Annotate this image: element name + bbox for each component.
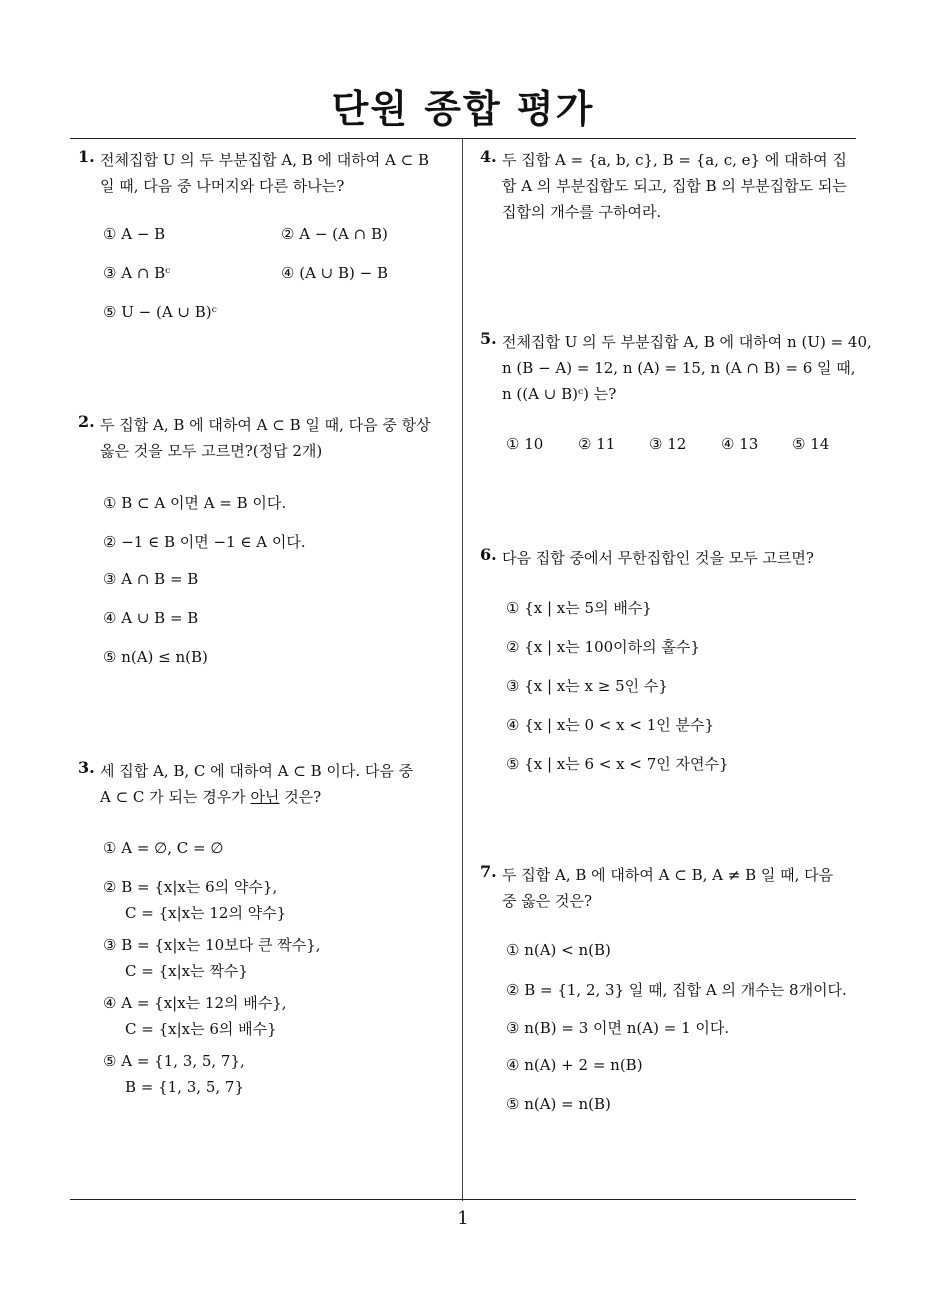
choice-4[interactable]: ④ A ∪ B = B (103, 609, 199, 627)
choice-line: ② B = {x|x는 6의 약수}, (103, 878, 278, 896)
question-number: 5. (480, 329, 497, 348)
column-divider (462, 139, 463, 1201)
choice-5[interactable]: ⑤ n(A) ≤ n(B) (103, 648, 208, 666)
choice-line: ⑤ A = {1, 3, 5, 7}, (103, 1052, 245, 1070)
question-text: 중 옳은 것은? (502, 892, 593, 910)
question-number: 4. (480, 147, 497, 166)
choice-1[interactable]: ① A − B (103, 225, 166, 243)
choice-5[interactable]: ⑤ {x | x는 6 < x < 7인 자연수} (506, 755, 729, 773)
question-text: 옳은 것을 모두 고르면?(정답 2개) (100, 442, 323, 460)
question-text: 세 집합 A, B, C 에 대하여 A ⊂ B 이다. 다음 중 (100, 762, 414, 780)
choice-line: C = {x|x는 6의 배수} (125, 1020, 277, 1038)
question-number: 6. (480, 545, 497, 564)
top-rule (70, 138, 856, 139)
question-text: 일 때, 다음 중 나머지와 다른 하나는? (100, 177, 345, 195)
choice-5[interactable] (103, 1048, 245, 1100)
choice-4[interactable]: ④ {x | x는 0 < x < 1인 분수} (506, 716, 715, 734)
choice-4[interactable] (103, 990, 287, 1042)
choice-line: C = {x|x는 짝수} (125, 962, 248, 980)
choice-line: ③ B = {x|x는 10보다 큰 짝수}, (103, 936, 321, 954)
underlined-emphasis: 아닌 (250, 788, 280, 806)
question-text: 전체집합 U 의 두 부분집합 A, B 에 대하여 n (U) = 40, (502, 333, 872, 351)
choice-3[interactable]: ③ A ∩ B = B (103, 570, 199, 588)
question-number: 1. (78, 147, 95, 166)
choice-5[interactable]: ⑤ 14 (792, 435, 830, 453)
choice-2[interactable]: ② {x | x는 100이하의 홀수} (506, 638, 700, 656)
choice-2[interactable] (103, 874, 286, 926)
question-6 (480, 545, 860, 571)
choice-3[interactable] (103, 932, 321, 984)
choice-4[interactable]: ④ (A ∪ B) − B (281, 264, 389, 282)
question-text: 두 집합 A, B 에 대하여 A ⊂ B, A ≠ B 일 때, 다음 (502, 866, 834, 884)
question-text: n (B − A) = 12, n (A) = 15, n (A ∩ B) = 6 일 때, (502, 359, 856, 377)
page-title: 단원 종합 평가 (331, 87, 595, 131)
choice-1[interactable]: ① A = ∅, C = ∅ (103, 839, 224, 857)
choice-3[interactable]: ③ 12 (649, 435, 687, 453)
choice-1[interactable]: ① {x | x는 5의 배수} (506, 599, 652, 617)
choice-line: ④ A = {x|x는 12의 배수}, (103, 994, 287, 1012)
question-text: 두 집합 A = {a, b, c}, B = {a, c, e} 에 대하여 집 (502, 151, 847, 169)
question-2 (78, 412, 458, 464)
choice-line: B = {1, 3, 5, 7} (125, 1078, 244, 1096)
question-7 (480, 862, 860, 914)
choice-2[interactable]: ② 11 (578, 435, 616, 453)
choice-5[interactable]: ⑤ n(A) = n(B) (506, 1095, 611, 1113)
question-number: 3. (78, 758, 95, 777)
choice-3[interactable]: ③ {x | x는 x ≥ 5인 수} (506, 677, 668, 695)
question-4 (480, 147, 860, 225)
question-text-part: 것은? (279, 788, 322, 806)
question-text: 전체집합 U 의 두 부분집합 A, B 에 대하여 A ⊂ B (100, 151, 429, 169)
choice-2[interactable]: ② B = {1, 2, 3} 일 때, 집합 A 의 개수는 8개이다. (506, 981, 847, 999)
question-number: 7. (480, 862, 497, 881)
question-text: 합 A 의 부분집합도 되고, 집합 B 의 부분집합도 되는 (502, 177, 847, 195)
choice-3[interactable]: ③ n(B) = 3 이면 n(A) = 1 이다. (506, 1019, 730, 1037)
question-3 (78, 758, 458, 810)
bottom-rule (70, 1199, 856, 1200)
question-text-part: A ⊂ C 가 되는 경우가 (100, 788, 251, 806)
page-number: 1 (457, 1208, 469, 1229)
choice-line: C = {x|x는 12의 약수} (125, 904, 287, 922)
choice-2[interactable]: ② −1 ∈ B 이면 −1 ∈ A 이다. (103, 533, 306, 551)
choice-4[interactable]: ④ n(A) + 2 = n(B) (506, 1056, 643, 1074)
question-5 (480, 329, 872, 407)
question-text: 집합의 개수를 구하여라. (502, 203, 662, 221)
choice-2[interactable]: ② A − (A ∩ B) (281, 225, 388, 243)
choice-1[interactable]: ① n(A) < n(B) (506, 941, 611, 959)
choice-1[interactable]: ① 10 (506, 435, 544, 453)
question-number: 2. (78, 412, 95, 431)
choice-5[interactable]: ⑤ U − (A ∪ B)ᶜ (103, 303, 217, 321)
question-text: 두 집합 A, B 에 대하여 A ⊂ B 일 때, 다음 중 항상 (100, 416, 431, 434)
choice-3[interactable]: ③ A ∩ Bᶜ (103, 264, 171, 282)
question-text: n ((A ∪ B)ᶜ) 는? (502, 385, 617, 403)
question-1 (78, 147, 458, 199)
question-text (100, 784, 458, 810)
choice-1[interactable]: ① B ⊂ A 이면 A = B 이다. (103, 494, 287, 512)
question-text: 다음 집합 중에서 무한집합인 것을 모두 고르면? (502, 549, 814, 567)
choice-4[interactable]: ④ 13 (721, 435, 759, 453)
